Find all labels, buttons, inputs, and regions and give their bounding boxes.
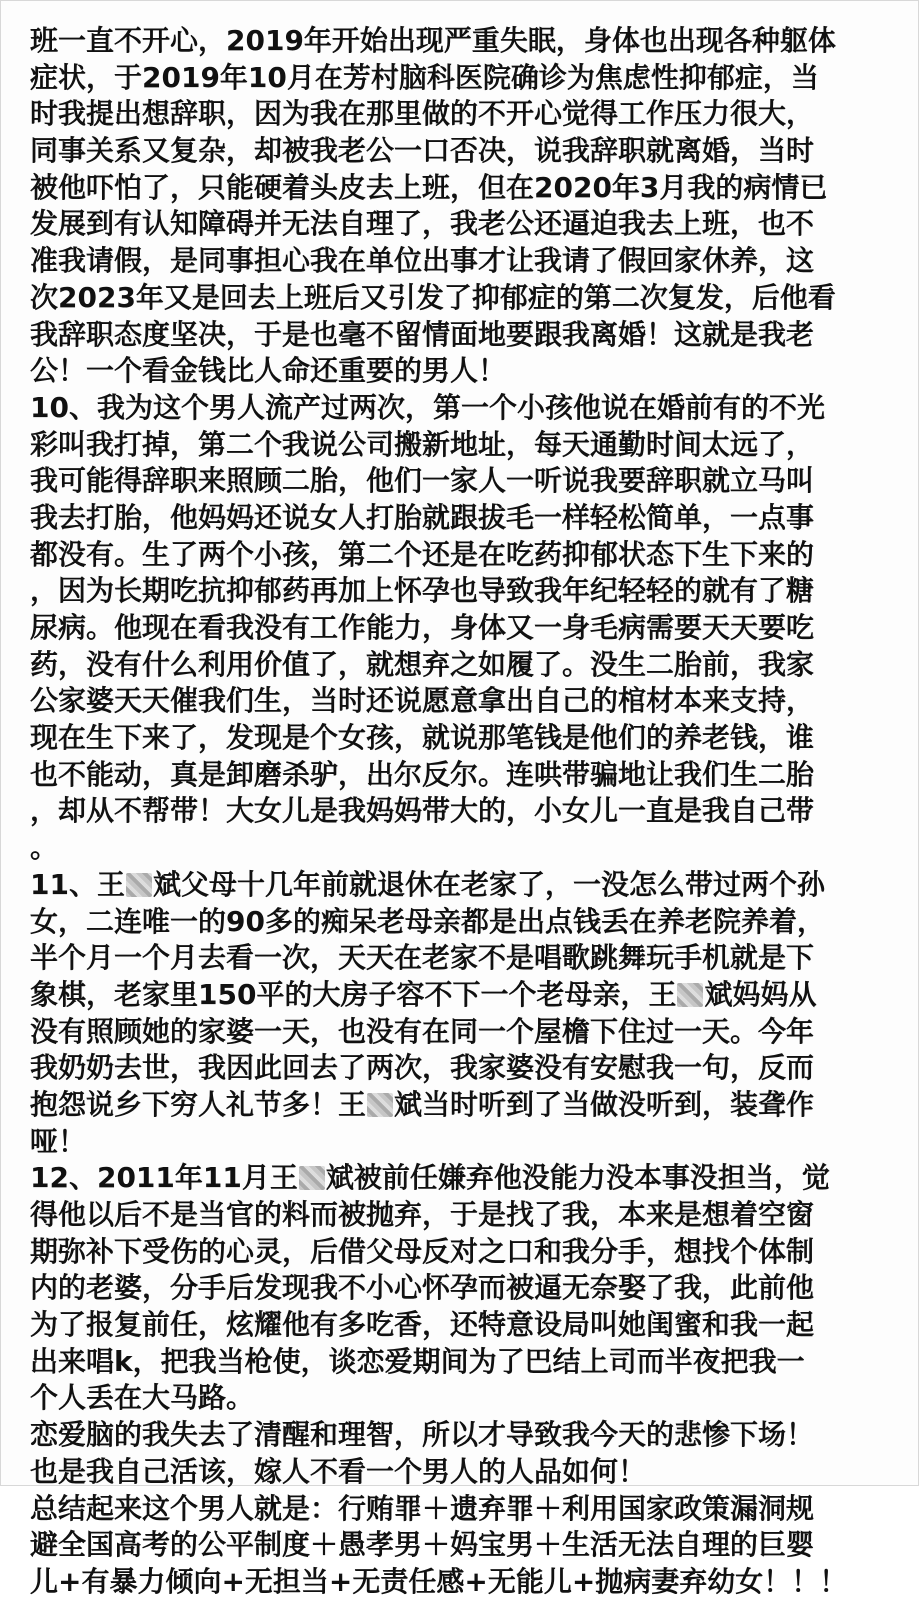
text-line: 同事关系又复杂，却被我老公一口否决，说我辞职就离婚，当时 <box>30 134 815 168</box>
text-line: 10、我为这个男人流产过两次，第一个小孩他说在婚前有的不光 <box>30 390 825 424</box>
text-line: 总结起来这个男人就是：行贿罪＋遗弃罪＋利用国家政策漏洞规 <box>30 1491 815 1525</box>
text-line: 为了报复前任，炫耀他有多吃香，还特意设局叫她闺蜜和我一起 <box>30 1308 815 1342</box>
text-segment: 11、王 <box>30 867 125 901</box>
text-line: 个人丢在大马路。 <box>30 1381 255 1415</box>
text-segment: 斌当时听到了当做没听到，装聋作 <box>394 1087 815 1121</box>
text-line: 恋爱脑的我失去了清醒和理智，所以才导致我今天的悲惨下场！ <box>30 1418 815 1452</box>
text-line: 现在生下来了，发现是个女孩，就说那笔钱是他们的养老钱，谁 <box>30 721 815 755</box>
text-line: 彩叫我打掉，第二个我说公司搬新地址，每天通勤时间太远了， <box>30 427 815 461</box>
text-line: 班一直不开心，2019年开始出现严重失眠，身体也出现各种躯体 <box>30 24 836 57</box>
document-body <box>30 23 900 1601</box>
text-line: ，因为长期吃抗抑郁药再加上怀孕也导致我年纪轻轻的就有了糖 <box>30 574 815 608</box>
text-line: 没有照顾她的家婆一天，也没有在同一个屋檐下住过一天。今年 <box>30 1014 815 1048</box>
text-line: 哑！ <box>30 1124 87 1158</box>
text-line: 儿+有暴力倾向+无担当+无责任感+无能儿+抛病妻弃幼女！！！ <box>30 1564 848 1598</box>
text-line: 也不能动，真是卸磨杀驴，出尔反尔。连哄带骗地让我们生二胎 <box>30 757 815 791</box>
blurred-name-mark <box>299 1166 325 1190</box>
text-line: 被他吓怕了，只能硬着头皮去上班，但在2020年3月我的病情已 <box>30 170 828 204</box>
text-line: 。 <box>30 831 59 865</box>
text-line: 也是我自己活该，嫁人不看一个男人的人品如何！ <box>30 1454 647 1488</box>
text-line: 公家婆天天催我们生，当时还说愿意拿出自己的棺材本来支持， <box>30 684 815 718</box>
text-line: 我辞职态度坚决，于是也毫不留情面地要跟我离婚！这就是我老 <box>30 317 815 351</box>
blurred-name-mark <box>677 983 703 1007</box>
text-line: 女，二连唯一的90多的痴呆老母亲都是出点钱丢在养老院养着， <box>30 904 825 938</box>
text-line <box>30 1160 900 1197</box>
text-segment: 斌被前任嫌弃他没能力没本事没担当，觉 <box>325 1161 830 1195</box>
blurred-name-mark <box>126 873 152 897</box>
text-line: 半个月一个月去看一次，天天在老家不是唱歌跳舞玩手机就是下 <box>30 941 815 975</box>
text-line <box>30 867 900 904</box>
text-line: 都没有。生了两个小孩，第二个还是在吃药抑郁状态下生下来的 <box>30 537 815 571</box>
text-line: 准我请假，是同事担心我在单位出事才让我请了假回家休养，这 <box>30 244 815 278</box>
blurred-name-mark <box>367 1093 393 1117</box>
text-segment: 象棋，老家里150平的大房子容不下一个老母亲，王 <box>30 977 677 1011</box>
text-line: 药，没有什么利用价值了，就想弃之如履了。没生二胎前，我家 <box>30 647 815 681</box>
text-line: 内的老婆，分手后发现我不小心怀孕而被逼无奈娶了我，此前他 <box>30 1271 815 1305</box>
text-line: 我奶奶去世，我因此回去了两次，我家婆没有安慰我一句，反而 <box>30 1051 815 1085</box>
text-line: 我可能得辞职来照顾二胎，他们一家人一听说我要辞职就立马叫 <box>30 464 815 498</box>
text-line: 发展到有认知障碍并无法自理了，我老公还逼迫我去上班，也不 <box>30 207 815 241</box>
text-line: ，却从不帮带！大女儿是我妈妈带大的，小女儿一直是我自己带 <box>30 794 815 828</box>
text-line: 次2023年又是回去上班后又引发了抑郁症的第二次复发，后他看 <box>30 280 836 314</box>
text-line: 期弥补下受伤的心灵，后借父母反对之口和我分手，想找个体制 <box>30 1234 815 1268</box>
text-line: 出来唱k，把我当枪使，谈恋爱期间为了巴结上司而半夜把我一 <box>30 1344 805 1378</box>
text-line <box>30 1087 900 1124</box>
text-line: 得他以后不是当官的料而被抛弃，于是找了我，本来是想着空窗 <box>30 1198 815 1231</box>
text-segment: 抱怨说乡下穷人礼节多！王 <box>30 1087 367 1121</box>
text-line: 症状，于2019年10月在芳村脑科医院确诊为焦虑性抑郁症，当 <box>30 60 819 94</box>
text-segment: 斌父母十几年前就退休在老家了，一没怎么带过两个孙 <box>152 867 825 901</box>
text-line: 时我提出想辞职，因为我在那里做的不开心觉得工作压力很大， <box>30 97 815 131</box>
text-line <box>30 977 900 1014</box>
text-line: 公！一个看金钱比人命还重要的男人！ <box>30 354 507 388</box>
text-segment: 斌妈妈从 <box>704 977 817 1011</box>
text-line: 尿病。他现在看我没有工作能力，身体又一身毛病需要天天要吃 <box>30 611 815 644</box>
text-segment: 12、2011年11月王 <box>30 1161 298 1195</box>
text-line: 我去打胎，他妈妈还说女人打胎就跟拔毛一样轻松简单，一点事 <box>30 500 815 534</box>
text-line: 避全国高考的公平制度＋愚孝男＋妈宝男＋生活无法自理的巨婴 <box>30 1528 815 1562</box>
